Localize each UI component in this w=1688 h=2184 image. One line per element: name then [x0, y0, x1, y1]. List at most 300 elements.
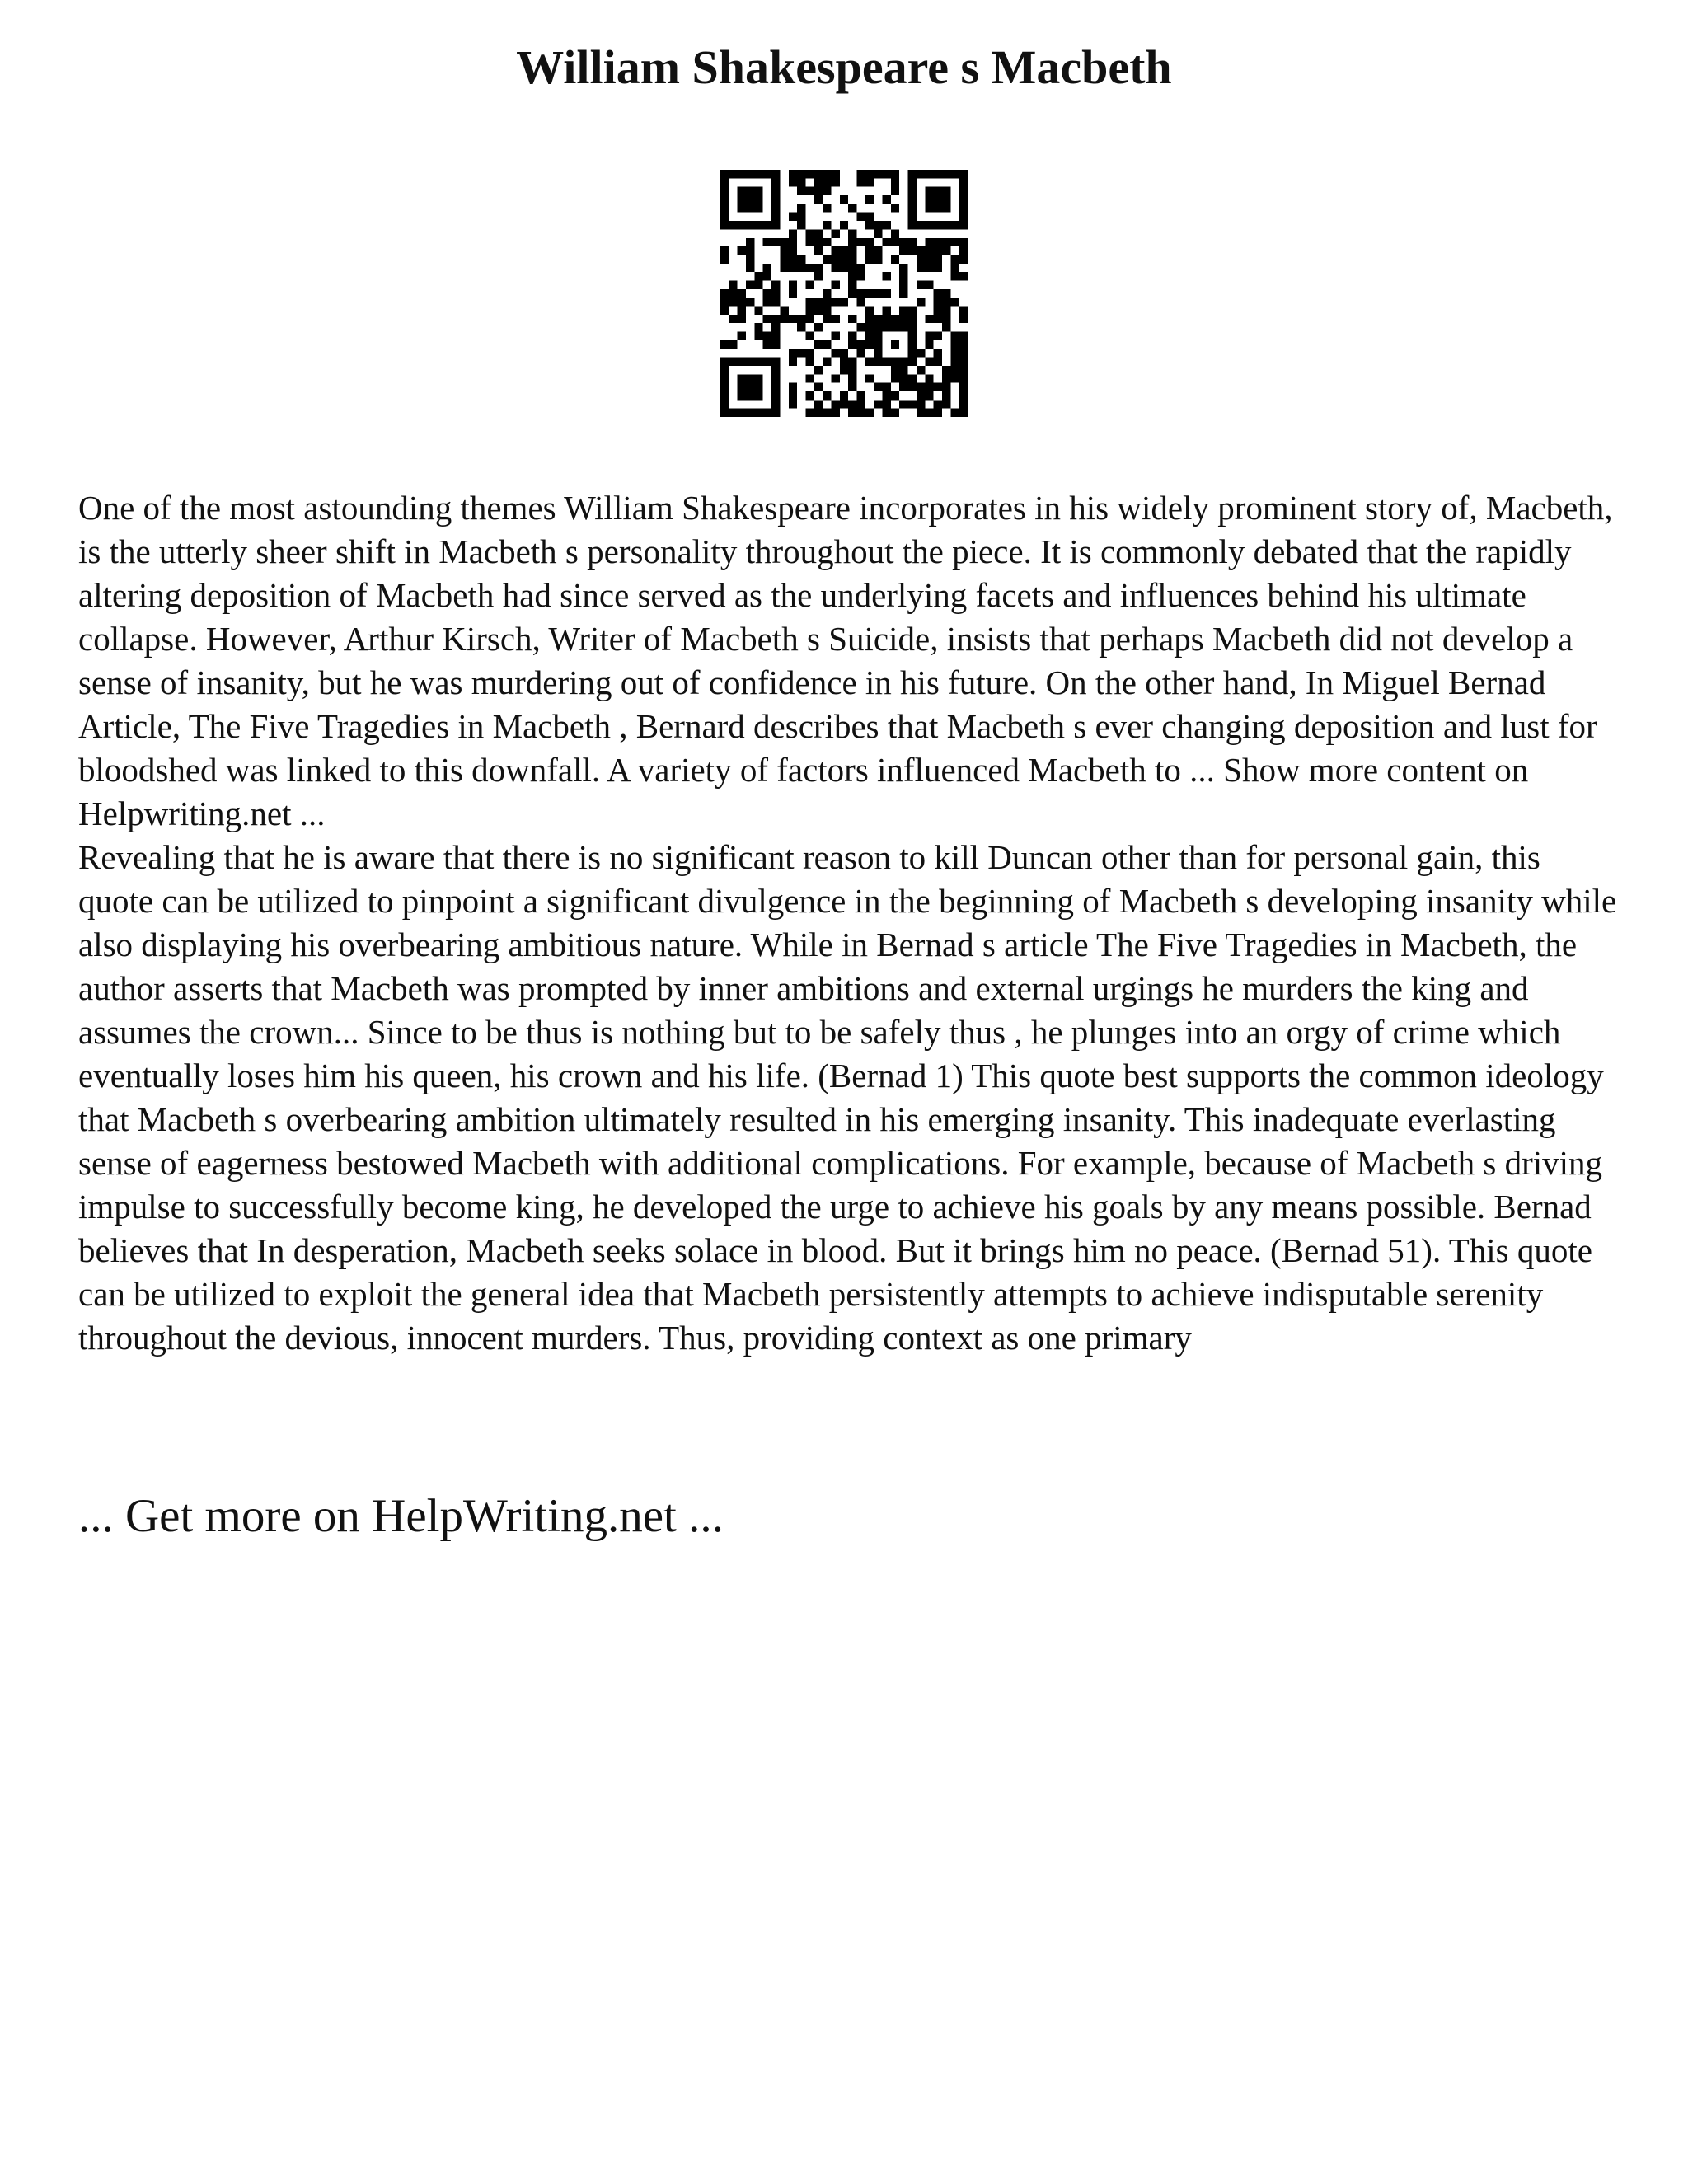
qr-module: [823, 187, 831, 195]
qr-module: [908, 383, 917, 391]
qr-module: [771, 358, 780, 366]
qr-module: [874, 221, 882, 229]
qr-module: [720, 178, 729, 186]
qr-module: [771, 374, 780, 382]
qr-module: [848, 374, 856, 382]
qr-module: [729, 340, 737, 349]
qr-module: [874, 383, 882, 391]
qr-module: [959, 195, 968, 204]
qr-module: [720, 383, 729, 391]
qr-module: [831, 409, 839, 417]
qr-module: [848, 246, 856, 255]
qr-module: [831, 315, 839, 323]
qr-module: [848, 383, 856, 391]
qr-module: [754, 409, 762, 417]
qr-module: [848, 409, 856, 417]
qr-module: [950, 272, 959, 280]
qr-module: [891, 315, 899, 323]
qr-module: [805, 170, 814, 178]
qr-module: [746, 255, 754, 263]
qr-module: [865, 409, 874, 417]
qr-module: [729, 298, 737, 306]
qr-module: [805, 229, 814, 237]
qr-module: [934, 315, 942, 323]
qr-module: [891, 409, 899, 417]
qr-module: [865, 307, 874, 315]
qr-module: [771, 391, 780, 400]
qr-module: [805, 349, 814, 357]
qr-module: [950, 358, 959, 366]
qr-module: [729, 315, 737, 323]
qr-module: [840, 400, 848, 408]
qr-module: [780, 238, 788, 246]
qr-module: [959, 358, 968, 366]
qr-module: [814, 307, 823, 315]
qr-module: [934, 298, 942, 306]
qr-module: [746, 358, 754, 366]
qr-module: [865, 323, 874, 331]
qr-module: [891, 187, 899, 195]
qr-module: [934, 238, 942, 246]
qr-module: [950, 255, 959, 263]
qr-module: [908, 170, 917, 178]
qr-module: [814, 264, 823, 272]
qr-module: [729, 358, 737, 366]
qr-module: [917, 409, 925, 417]
qr-module: [891, 238, 899, 246]
qr-module: [950, 298, 959, 306]
qr-module: [934, 358, 942, 366]
qr-module: [942, 221, 950, 229]
qr-module: [814, 170, 823, 178]
qr-module: [917, 246, 925, 255]
qr-module: [823, 298, 831, 306]
qr-module: [720, 298, 729, 306]
qr-module: [797, 178, 805, 186]
qr-module: [754, 383, 762, 391]
qr-module: [891, 229, 899, 237]
qr-module: [780, 315, 788, 323]
qr-module: [899, 246, 907, 255]
qr-module: [746, 391, 754, 400]
qr-module: [823, 178, 831, 186]
qr-module: [763, 289, 771, 298]
qr-module: [814, 366, 823, 374]
qr-module: [942, 323, 950, 331]
qr-module: [763, 264, 771, 272]
qr-module: [823, 170, 831, 178]
qr-module: [857, 298, 865, 306]
qr-module: [840, 298, 848, 306]
qr-module: [789, 349, 797, 357]
qr-module: [805, 187, 814, 195]
qr-module: [942, 195, 950, 204]
qr-module: [899, 264, 907, 272]
qr-module: [865, 213, 874, 221]
qr-module: [746, 204, 754, 212]
qr-module: [891, 255, 899, 263]
qr-module: [771, 195, 780, 204]
qr-module: [959, 332, 968, 340]
qr-module: [908, 221, 917, 229]
qr-module: [908, 213, 917, 221]
qr-module: [814, 272, 823, 280]
qr-module: [789, 170, 797, 178]
qr-module: [746, 187, 754, 195]
qr-module: [857, 272, 865, 280]
qr-module: [934, 289, 942, 298]
qr-module: [891, 358, 899, 366]
qr-module: [746, 409, 754, 417]
qr-module: [720, 307, 729, 315]
qr-module: [883, 383, 891, 391]
qr-module: [899, 374, 907, 382]
qr-module: [865, 315, 874, 323]
qr-module: [942, 366, 950, 374]
qr-module: [805, 409, 814, 417]
qr-module: [874, 400, 882, 408]
qr-module: [899, 289, 907, 298]
get-more-link[interactable]: ... Get more on HelpWriting.net ...: [78, 1490, 724, 1542]
qr-module: [959, 307, 968, 315]
qr-module: [959, 238, 968, 246]
qr-module: [908, 246, 917, 255]
qr-module: [814, 246, 823, 255]
qr-module: [925, 246, 933, 255]
qr-module: [746, 298, 754, 306]
qr-module: [865, 332, 874, 340]
qr-module: [942, 298, 950, 306]
qr-module: [738, 391, 746, 400]
qr-module: [738, 221, 746, 229]
qr-module: [848, 366, 856, 374]
qr-module: [763, 272, 771, 280]
qr-module: [780, 307, 788, 315]
qr-module: [738, 358, 746, 366]
qr-module: [738, 187, 746, 195]
qr-module: [908, 358, 917, 366]
qr-module: [746, 170, 754, 178]
qr-module: [899, 315, 907, 323]
qr-module: [874, 255, 882, 263]
qr-module: [720, 391, 729, 400]
qr-module: [763, 298, 771, 306]
qr-module: [959, 187, 968, 195]
qr-module: [720, 204, 729, 212]
qr-module: [848, 204, 856, 212]
qr-module: [925, 358, 933, 366]
qr-module: [771, 315, 780, 323]
qr-module: [857, 391, 865, 400]
qr-module: [908, 374, 917, 382]
qr-module: [925, 340, 933, 349]
qr-module: [823, 255, 831, 263]
qr-module: [805, 315, 814, 323]
qr-module: [823, 340, 831, 349]
qr-module: [908, 238, 917, 246]
qr-module: [891, 323, 899, 331]
qr-module: [942, 289, 950, 298]
qr-module: [738, 246, 746, 255]
qr-module: [942, 374, 950, 382]
qr-module: [857, 400, 865, 408]
qr-module: [857, 289, 865, 298]
qr-module: [874, 340, 882, 349]
qr-module: [720, 246, 729, 255]
qr-module: [771, 298, 780, 306]
qr-module: [848, 289, 856, 298]
qr-module: [771, 280, 780, 288]
qr-module: [959, 221, 968, 229]
qr-module: [823, 391, 831, 400]
qr-module: [899, 238, 907, 246]
qr-module: [942, 170, 950, 178]
qr-module: [865, 170, 874, 178]
qr-module: [874, 315, 882, 323]
qr-module: [729, 289, 737, 298]
qr-module: [754, 280, 762, 288]
qr-module: [874, 246, 882, 255]
qr-module: [720, 374, 729, 382]
qr-module: [934, 221, 942, 229]
qr-module: [891, 366, 899, 374]
qr-module: [865, 255, 874, 263]
qr-module: [848, 272, 856, 280]
qr-module: [754, 195, 762, 204]
qr-module: [959, 213, 968, 221]
qr-module: [917, 298, 925, 306]
qr-module: [814, 298, 823, 306]
qr-module: [831, 280, 839, 288]
qr-module: [789, 400, 797, 408]
qr-module: [823, 238, 831, 246]
qr-module: [763, 409, 771, 417]
qr-module: [908, 178, 917, 186]
qr-module: [891, 374, 899, 382]
qr-module: [874, 332, 882, 340]
qr-module: [789, 280, 797, 288]
qr-module: [934, 264, 942, 272]
qr-module: [805, 307, 814, 315]
qr-module: [917, 391, 925, 400]
qr-module: [959, 366, 968, 374]
qr-module: [831, 229, 839, 237]
qr-module: [899, 400, 907, 408]
qr-module: [857, 238, 865, 246]
qr-module: [840, 366, 848, 374]
qr-module: [814, 195, 823, 204]
qr-module: [754, 332, 762, 340]
qr-module: [942, 383, 950, 391]
qr-code-icon[interactable]: [720, 170, 968, 417]
qr-module: [797, 213, 805, 221]
qr-module: [891, 391, 899, 400]
qr-module: [771, 187, 780, 195]
qr-module: [865, 178, 874, 186]
qr-module: [720, 358, 729, 366]
qr-module: [797, 187, 805, 195]
qr-module: [942, 400, 950, 408]
qr-module: [789, 178, 797, 186]
qr-module: [823, 289, 831, 298]
qr-module: [789, 358, 797, 366]
qr-module: [950, 409, 959, 417]
qr-module: [805, 391, 814, 400]
qr-module: [789, 264, 797, 272]
qr-module: [738, 204, 746, 212]
qr-module: [925, 374, 933, 382]
qr-module: [805, 332, 814, 340]
qr-module: [959, 204, 968, 212]
qr-module: [848, 400, 856, 408]
qr-module: [865, 358, 874, 366]
qr-module: [950, 238, 959, 246]
qr-module: [959, 400, 968, 408]
qr-module: [797, 323, 805, 331]
qr-module: [771, 332, 780, 340]
qr-module: [797, 349, 805, 357]
qr-module: [857, 264, 865, 272]
qr-module: [746, 264, 754, 272]
qr-module: [857, 213, 865, 221]
qr-module: [805, 238, 814, 246]
qr-module: [771, 383, 780, 391]
qr-module: [729, 280, 737, 288]
qr-module: [763, 221, 771, 229]
qr-module: [857, 340, 865, 349]
qr-module: [848, 238, 856, 246]
qr-module: [831, 349, 839, 357]
qr-module: [831, 298, 839, 306]
qr-module: [831, 264, 839, 272]
qr-module: [908, 195, 917, 204]
qr-module: [908, 349, 917, 357]
qr-module: [805, 298, 814, 306]
qr-module: [771, 238, 780, 246]
qr-module: [797, 315, 805, 323]
qr-module: [925, 409, 933, 417]
qr-module: [771, 366, 780, 374]
qr-module: [805, 264, 814, 272]
qr-module: [865, 340, 874, 349]
qr-module: [925, 264, 933, 272]
qr-module: [950, 221, 959, 229]
qr-module: [754, 307, 762, 315]
qr-module: [959, 409, 968, 417]
qr-module: [959, 383, 968, 391]
qr-module: [763, 315, 771, 323]
qr-module: [738, 315, 746, 323]
qr-module: [925, 255, 933, 263]
page-title: William Shakespeare s Macbeth: [516, 40, 1172, 94]
qr-module: [874, 358, 882, 366]
qr-module: [934, 187, 942, 195]
qr-module: [925, 332, 933, 340]
qr-module: [942, 238, 950, 246]
qr-module: [738, 170, 746, 178]
qr-module: [823, 409, 831, 417]
qr-module: [789, 255, 797, 263]
qr-module: [950, 340, 959, 349]
qr-module: [797, 255, 805, 263]
qr-module: [840, 195, 848, 204]
qr-module: [942, 307, 950, 315]
qr-module: [771, 400, 780, 408]
qr-module: [729, 409, 737, 417]
qr-module: [883, 323, 891, 331]
qr-module: [925, 383, 933, 391]
qr-module: [771, 409, 780, 417]
qr-module: [840, 264, 848, 272]
qr-module: [883, 409, 891, 417]
qr-module: [942, 391, 950, 400]
qr-module: [746, 383, 754, 391]
qr-module: [840, 391, 848, 400]
qr-module: [738, 298, 746, 306]
qr-module: [908, 204, 917, 212]
qr-module: [814, 383, 823, 391]
qr-module: [883, 391, 891, 400]
qr-module: [908, 340, 917, 349]
qr-module: [874, 289, 882, 298]
qr-module: [720, 289, 729, 298]
qr-module: [720, 187, 729, 195]
qr-module: [874, 170, 882, 178]
qr-module: [917, 383, 925, 391]
qr-module: [959, 349, 968, 357]
qr-module: [950, 366, 959, 374]
qr-module: [720, 340, 729, 349]
qr-module: [934, 204, 942, 212]
qr-module: [729, 221, 737, 229]
qr-module: [823, 221, 831, 229]
qr-module: [899, 366, 907, 374]
qr-module: [729, 170, 737, 178]
qr-module: [891, 204, 899, 212]
qr-module: [883, 315, 891, 323]
qr-module: [814, 229, 823, 237]
qr-module: [754, 187, 762, 195]
qr-module: [746, 221, 754, 229]
qr-module: [771, 221, 780, 229]
qr-module: [720, 213, 729, 221]
qr-module: [840, 255, 848, 263]
qr-module: [746, 374, 754, 382]
qr-module: [797, 170, 805, 178]
qr-module: [738, 409, 746, 417]
qr-module: [908, 315, 917, 323]
qr-module: [814, 409, 823, 417]
qr-module: [771, 204, 780, 212]
qr-module: [720, 400, 729, 408]
qr-module: [942, 315, 950, 323]
qr-module: [771, 178, 780, 186]
qr-module: [934, 400, 942, 408]
qr-module: [823, 358, 831, 366]
qr-module: [959, 246, 968, 255]
qr-module: [805, 358, 814, 366]
qr-module: [720, 409, 729, 417]
qr-module: [874, 229, 882, 237]
qr-module: [925, 391, 933, 400]
qr-module: [942, 204, 950, 212]
qr-module: [917, 170, 925, 178]
qr-module: [959, 178, 968, 186]
qr-module: [780, 255, 788, 263]
qr-module: [874, 323, 882, 331]
qr-module: [797, 221, 805, 229]
qr-module: [848, 315, 856, 323]
